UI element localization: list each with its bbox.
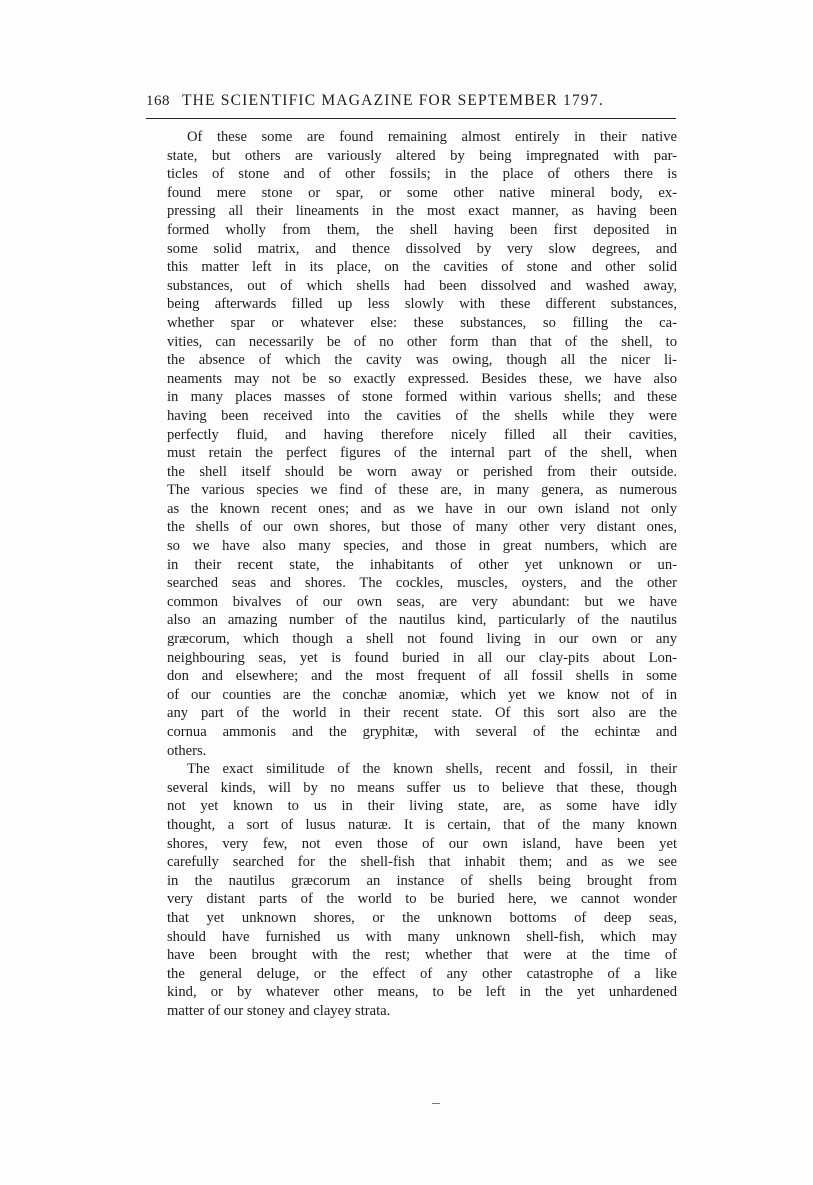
text-line: the shells of our own shores, but those of many other very distant ones, [167,519,677,536]
text-line: pressing all their lineaments in the most exact manner, as having been [167,203,677,220]
text-line: formed wholly from them, the shell having been first deposited in [167,221,677,238]
text-line: should have furnished us with many unknown shell-fish, which may [167,928,677,945]
text-line: whether spar or whatever else: these substances, so filling the ca- [167,314,677,331]
text-line: also an amazing number of the nautilus kind, particularly of the nautilus [167,612,677,629]
text-line: vities, can necessarily be of no other form than that of the shell, to [167,333,677,350]
footer-dash [432,1103,440,1104]
text-line: very distant parts of the world to be buried here, we cannot wonder [167,891,677,908]
text-line: matter of our stoney and clayey strata. [167,1002,391,1019]
text-line: of our counties are the conchæ anomiæ, which yet we know not of in [167,686,677,703]
text-line: carefully searched for the shell-fish that inhabit them; and as we see [167,854,677,871]
text-line: the absence of which the cavity was owing, though all the nicer li- [167,352,677,369]
paragraph-1 [147,128,677,760]
text-line: in their recent state, the inhabitants of other yet unknown or un- [167,556,677,573]
text-line: cornua ammonis and the gryphitæ, with several of the echintæ and [167,724,677,740]
text-line: kind, or by whatever other means, to be left in the yet unhardened [167,984,677,1001]
text-line: several kinds, will by no means suffer us to believe that these, though [167,779,677,796]
article-body [147,128,677,1021]
text-line: having been received into the cavities of the shells while they were [167,407,677,424]
text-line: searched seas and shores. The cockles, muscles, oysters, and the other [167,575,677,592]
text-line: the general deluge, or the effect of any other catastrophe of a like [167,965,677,982]
text-line: as the known recent ones; and as we have in our own island not only [167,500,677,517]
page-number: 168 [146,93,170,109]
text-line: neighbouring seas, yet is found buried in all our clay-pits about Lon- [167,649,677,666]
text-line: Of these some are found remaining almost entirely in their native [187,129,677,145]
text-line: shores, very few, not even those of our own island, have been yet [167,835,677,852]
text-line: not yet known to us in their living state, are, as some have idly [167,798,677,815]
text-line: græcorum, which though a shell not found living in our own or any [167,631,677,648]
text-line: that yet unknown shores, or the unknown bottoms of deep seas, [167,909,677,926]
text-line: thought, a sort of lusus naturæ. It is certain, that of the many known [167,816,677,833]
text-line: some solid matrix, and thence dissolved by very slow degrees, and [167,240,677,257]
page-header [146,92,676,110]
text-line: common bivalves of our own seas, are very abundant: but we have [167,593,677,610]
text-line: neaments may not be so exactly expressed. Besides these, we have also [167,370,677,387]
text-line: the shell itself should be worn away or perished from their outside. [167,463,677,480]
text-line: in many places masses of stone formed within various shells; and these [167,389,677,406]
text-line: this matter left in its place, on the cavities of stone and other solid [167,259,677,276]
text-line: perfectly fluid, and having therefore nicely filled all their cavities, [167,426,677,443]
text-line: found mere stone or spar, or some other native mineral body, ex- [167,184,677,201]
running-title: THE SCIENTIFIC MAGAZINE FOR SEPTEMBER 1797. [182,92,604,109]
text-line: must retain the perfect figures of the internal part of the shell, when [167,445,677,462]
text-line: so we have also many species, and those in great numbers, which are [167,538,677,555]
text-line: substances, out of which shells had been dissolved and washed away, [167,277,677,294]
text-line: don and elsewhere; and the most frequent of all fossil shells in some [167,668,677,685]
text-line: being afterwards filled up less slowly with these different substances, [167,296,677,313]
text-line: in the nautilus græcorum an instance of shells being brought from [167,872,677,889]
paragraph-2 [147,760,677,1020]
text-line: others. [167,742,207,759]
text-line: ticles of stone and of other fossils; in the place of others there is [167,166,677,183]
text-line: state, but others are variously altered by being impregnated with par- [167,147,677,164]
text-line: have been brought with the rest; whether that were at the time of [167,947,677,964]
text-line: The exact similitude of the known shells, recent and fossil, in their [187,761,677,778]
text-line: any part of the world in their recent state. Of this sort also are the [167,705,677,722]
header-rule [146,118,676,119]
text-line: The various species we find of these are, in many genera, as numerous [167,482,677,499]
